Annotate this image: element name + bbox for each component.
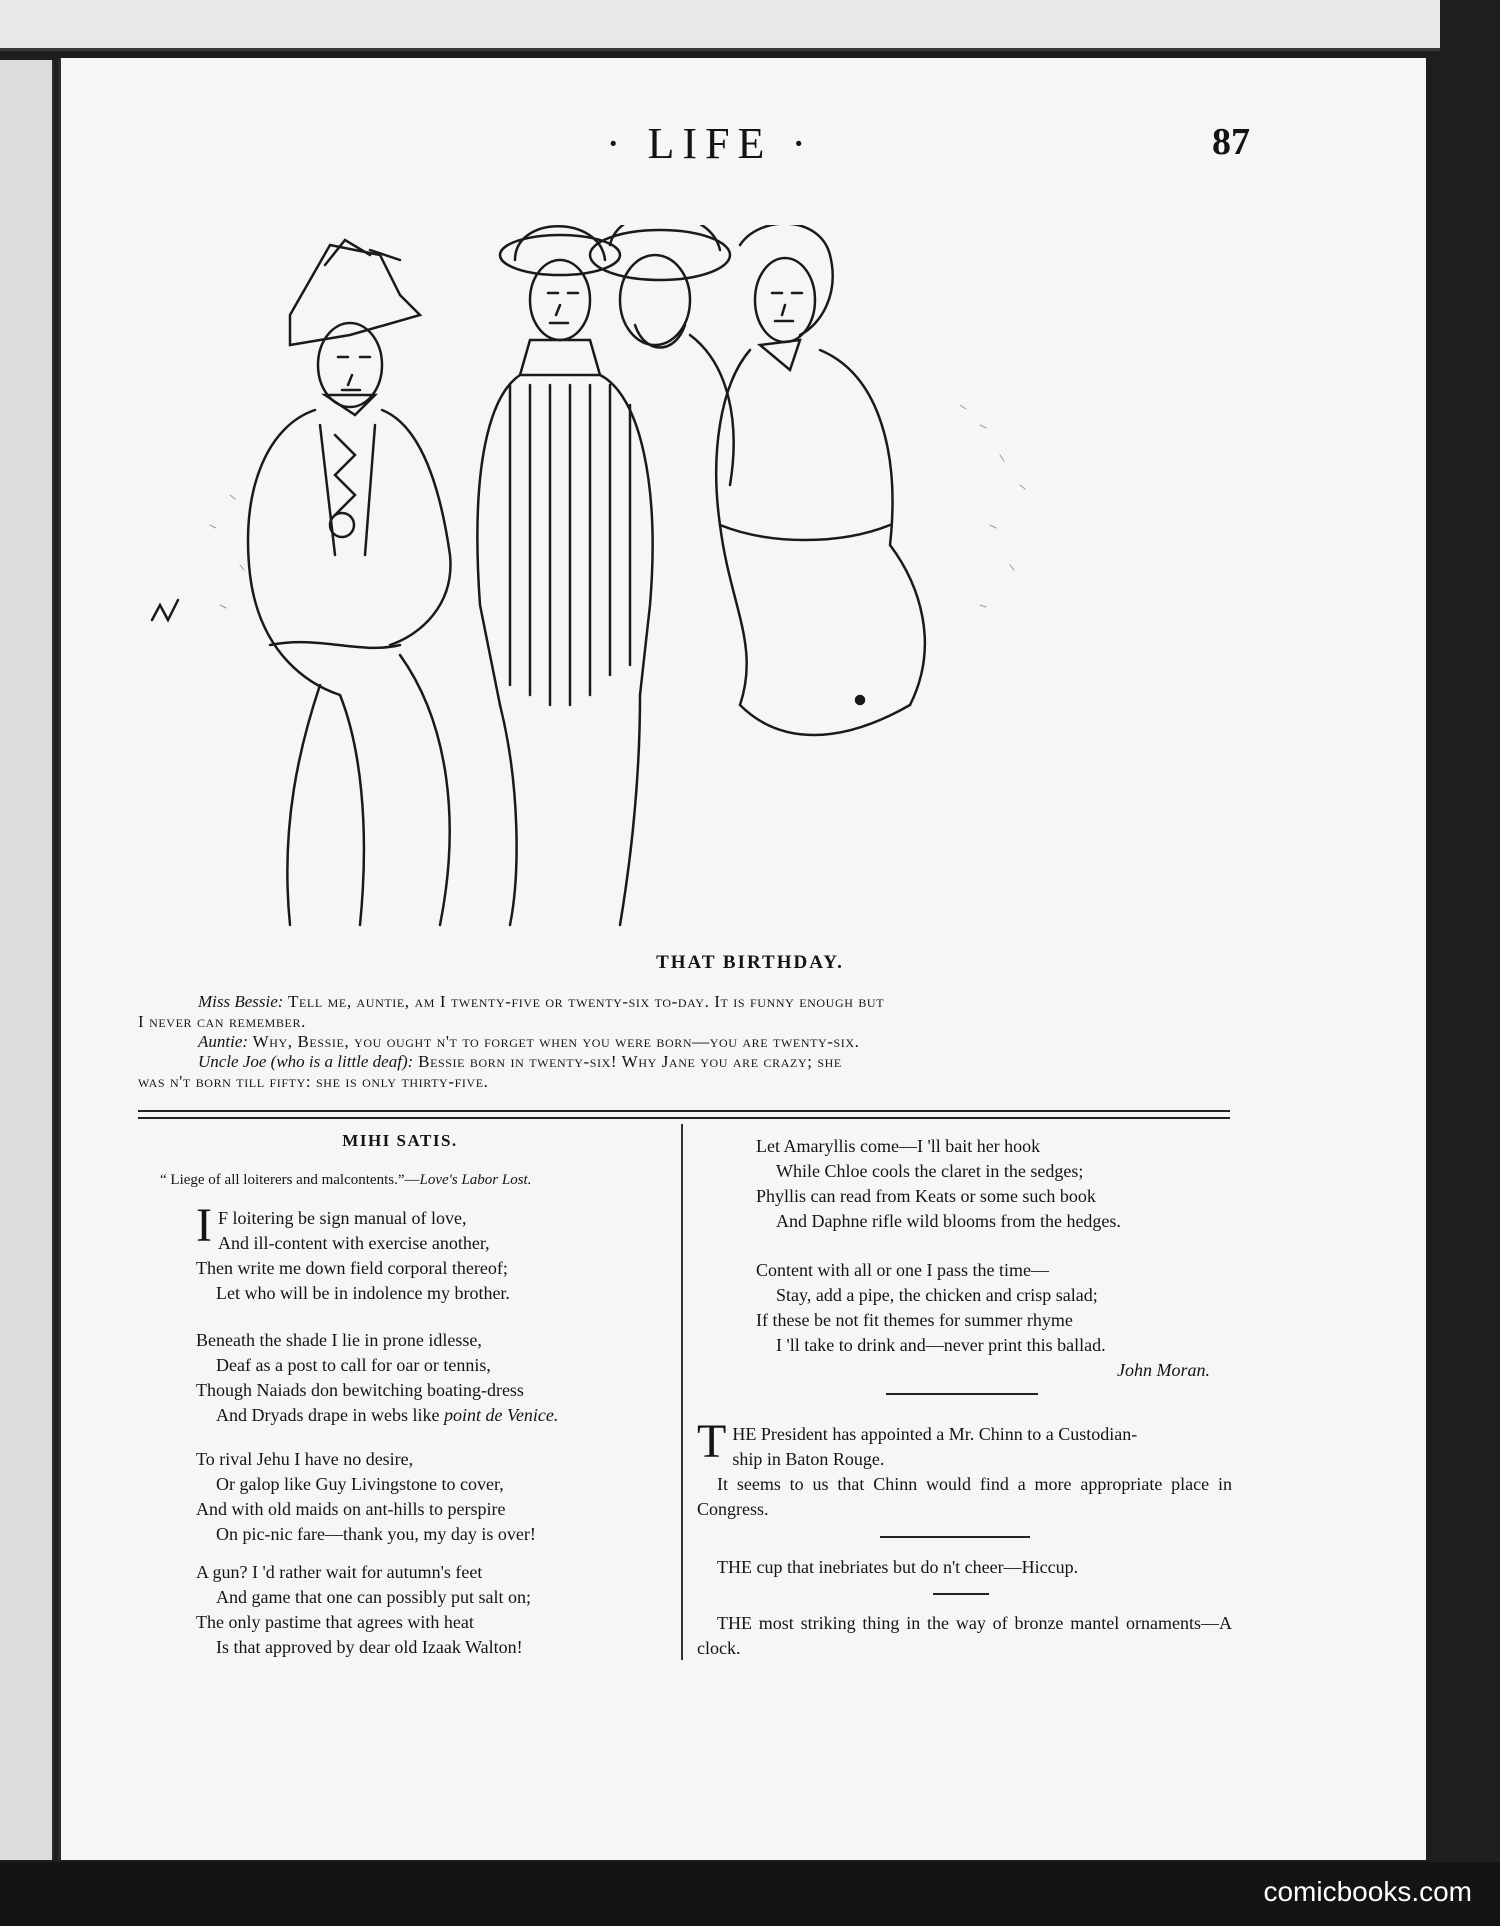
- speaker-name: Uncle Joe (who is a little deaf):: [198, 1052, 414, 1071]
- item-clock: THE most striking thing in the way of bronze mantel ornaments—A clock.: [697, 1613, 1232, 1658]
- column-divider: [681, 1124, 683, 1660]
- poem-stanza-3: To rival Jehu I have no desire, Or galop like Guy Livingstone to cover, And with old maids on ant-hills to perspire On pic-nic fare—thank you, my day is over!: [196, 1449, 536, 1544]
- speaker-name: Miss Bessie:: [198, 992, 284, 1011]
- poem-author: John Moran.: [1117, 1360, 1210, 1380]
- section-divider: [138, 1110, 1230, 1112]
- poem-stanza-4: A gun? I 'd rather wait for autumn's feet And game that one can possibly put salt on; The only pastime that agrees with heat Is that approved by dear old Izaak Walton!: [196, 1562, 531, 1657]
- source-watermark: comicbooks.com: [1263, 1876, 1472, 1907]
- dialogue-line: I never can remember.: [138, 1012, 306, 1031]
- item-separator: [880, 1536, 1030, 1538]
- auntie-figure: [716, 225, 925, 735]
- cartoon-caption-title: THAT BIRTHDAY.: [656, 952, 844, 973]
- poem-stanza-1: I F loitering be sign manual of love, And ill-content with exercise another, Then write me down field corporal thereof; Let who will be in indolence my brother.: [196, 1199, 510, 1303]
- poem-stanza-6: Content with all or one I pass the time— Stay, add a pipe, the chicken and crisp salad; If these be not fit themes for summer rhyme I 'll take to drink and—never print this ballad.: [756, 1260, 1106, 1355]
- item-separator: [933, 1593, 989, 1595]
- poem-title: MIHI SATIS.: [342, 1131, 458, 1150]
- drop-cap: I: [196, 1199, 212, 1252]
- poem-stanza-2: Beneath the shade I lie in prone idlesse, Deaf as a post to call for oar or tennis, Though Naiads don bewitching boating-dress And Dryads drape in webs like point de Venice.: [196, 1330, 559, 1425]
- young-man-figure: [477, 226, 652, 925]
- speaker-name: Auntie:: [198, 1032, 249, 1051]
- background-shading: [210, 405, 1025, 608]
- item-chinn: T HE President has appointed a Mr. Chinn to a Custodian- ship in Baton Rouge. It seems to us that Chinn would find a more appropriate place in Congress.: [697, 1415, 1232, 1519]
- poem-epigraph: “ Liege of all loiterers and malcontents.”—Love's Labor Lost.: [160, 1172, 532, 1188]
- previous-page-edge: [0, 0, 1440, 51]
- item-separator: [886, 1393, 1038, 1395]
- section-divider: [138, 1117, 1230, 1119]
- miss-bessie-figure: [248, 240, 450, 925]
- dialogue-line: Miss Bessie: Tell me, auntie, am I twenty-five or twenty-six to-day. It is funny enough but: [198, 992, 885, 1011]
- cartoon-illustration: [120, 225, 1250, 945]
- cartoon-dialogue: [138, 992, 1232, 1092]
- drop-cap: T: [697, 1415, 727, 1468]
- dialogue-line: Uncle Joe (who is a little deaf): Bessie born in twenty-six! Why Jane you are crazy; she: [198, 1052, 842, 1071]
- poem-stanza-5: Let Amaryllis come—I 'll bait her hook While Chloe cools the claret in the sedges; Phyllis can read from Keats or some such book And Daphne rifle wild blooms from the hedges.: [756, 1136, 1121, 1231]
- dialogue-line: Auntie: Why, Bessie, you ought n't to forget when you were born—you are twenty-six.: [198, 1032, 860, 1051]
- artist-signature: [152, 600, 178, 620]
- item-hiccup: THE cup that inebriates but do n't cheer—Hiccup.: [717, 1557, 1079, 1577]
- dialogue-line: was n't born till fifty: she is only thirty-five.: [138, 1072, 489, 1091]
- magazine-title: · LIFE ·: [605, 119, 815, 168]
- page-number: 87: [1212, 121, 1250, 163]
